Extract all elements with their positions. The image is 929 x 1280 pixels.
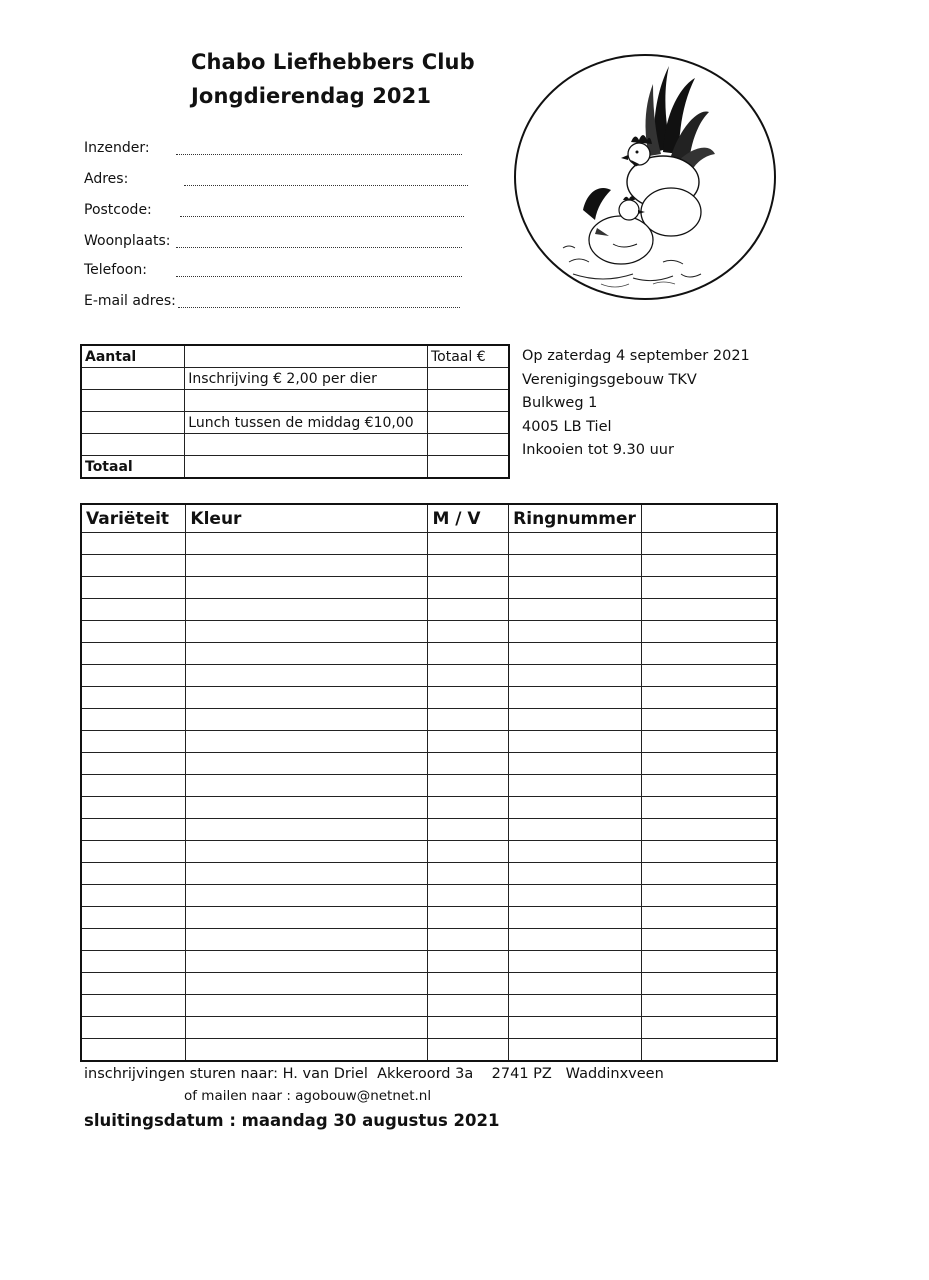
- col-ring: Ringnummer: [509, 504, 642, 533]
- fill-line[interactable]: [176, 246, 462, 248]
- table-cell[interactable]: [642, 643, 777, 665]
- row-lunch: Lunch tussen de middag €10,00: [185, 412, 428, 434]
- table-cell[interactable]: [81, 885, 186, 907]
- table-cell[interactable]: [509, 731, 642, 753]
- table-cell[interactable]: [81, 709, 186, 731]
- fill-line[interactable]: [184, 184, 468, 186]
- table-cell[interactable]: [428, 753, 509, 775]
- table-cell[interactable]: [509, 1017, 642, 1039]
- table-cell[interactable]: [509, 907, 642, 929]
- table-cell[interactable]: [509, 621, 642, 643]
- table-cell[interactable]: [428, 643, 509, 665]
- table-row: [81, 345, 509, 368]
- table-row: [81, 907, 777, 929]
- table-cell[interactable]: [642, 775, 777, 797]
- table-cell[interactable]: [642, 599, 777, 621]
- table-cell[interactable]: [81, 1039, 186, 1062]
- table-cell[interactable]: [642, 687, 777, 709]
- table-cell[interactable]: [509, 753, 642, 775]
- table-cell[interactable]: [186, 907, 428, 929]
- table-cell[interactable]: [509, 951, 642, 973]
- field-label: Adres:: [84, 171, 129, 187]
- table-cell[interactable]: [186, 995, 428, 1017]
- table-cell[interactable]: [186, 929, 428, 951]
- table-cell[interactable]: [185, 434, 428, 456]
- table-row: [81, 434, 509, 456]
- mail-instructions: of mailen naar : agobouw@netnet.nl: [184, 1088, 432, 1104]
- table-cell[interactable]: [509, 687, 642, 709]
- event-info: [522, 345, 750, 463]
- table-row: [81, 577, 777, 599]
- table-cell[interactable]: [81, 665, 186, 687]
- table-cell[interactable]: [81, 841, 186, 863]
- table-cell[interactable]: [642, 995, 777, 1017]
- table-cell[interactable]: [186, 665, 428, 687]
- table-row: [81, 412, 509, 434]
- table-cell[interactable]: [642, 577, 777, 599]
- table-cell[interactable]: [642, 907, 777, 929]
- table-row: [81, 599, 777, 621]
- table-cell[interactable]: [428, 951, 509, 973]
- table-cell[interactable]: [509, 709, 642, 731]
- table-cell[interactable]: [428, 995, 509, 1017]
- cost-table: [80, 344, 510, 479]
- table-row: [81, 885, 777, 907]
- table-cell[interactable]: [642, 533, 777, 555]
- fill-line[interactable]: [176, 275, 462, 277]
- table-cell[interactable]: [81, 929, 186, 951]
- table-cell[interactable]: [642, 819, 777, 841]
- table-row: [81, 775, 777, 797]
- table-cell[interactable]: [642, 929, 777, 951]
- table-cell[interactable]: [428, 709, 509, 731]
- table-cell[interactable]: [428, 434, 510, 456]
- table-cell[interactable]: [428, 863, 509, 885]
- table-cell[interactable]: [186, 753, 428, 775]
- table-cell[interactable]: [509, 929, 642, 951]
- table-cell[interactable]: [428, 973, 509, 995]
- table-cell[interactable]: [509, 863, 642, 885]
- table-row: [81, 456, 509, 479]
- table-cell[interactable]: [186, 775, 428, 797]
- event-checkin-time: Inkooien tot 9.30 uur: [522, 442, 674, 458]
- table-cell[interactable]: [428, 841, 509, 863]
- table-cell[interactable]: [186, 709, 428, 731]
- table-cell[interactable]: [81, 907, 186, 929]
- table-cell[interactable]: [81, 797, 186, 819]
- table-cell[interactable]: [81, 819, 186, 841]
- table-row: [81, 863, 777, 885]
- table-cell[interactable]: [509, 797, 642, 819]
- table-row: [81, 390, 509, 412]
- table-cell[interactable]: [186, 621, 428, 643]
- table-row: [81, 533, 777, 555]
- table-cell[interactable]: [81, 390, 185, 412]
- table-row: [81, 687, 777, 709]
- table-cell[interactable]: [509, 577, 642, 599]
- table-header-row: [81, 504, 777, 533]
- fill-line[interactable]: [180, 215, 464, 217]
- table-cell[interactable]: [642, 731, 777, 753]
- field-label: Inzender:: [84, 140, 150, 156]
- table-cell[interactable]: [186, 555, 428, 577]
- table-cell[interactable]: [186, 1017, 428, 1039]
- entries-body: [81, 533, 777, 1062]
- entries-table: [80, 503, 778, 1062]
- table-cell[interactable]: [186, 841, 428, 863]
- table-cell[interactable]: [642, 709, 777, 731]
- table-cell[interactable]: [81, 599, 186, 621]
- table-cell[interactable]: [428, 819, 509, 841]
- deadline: sluitingsdatum : maandag 30 augustus 2021: [84, 1111, 500, 1130]
- table-cell[interactable]: [81, 1017, 186, 1039]
- table-row: [81, 621, 777, 643]
- table-row: [81, 731, 777, 753]
- table-cell[interactable]: [186, 731, 428, 753]
- table-cell[interactable]: [186, 819, 428, 841]
- table-cell[interactable]: [81, 775, 186, 797]
- event-postcode-city: 4005 LB Tiel: [522, 418, 612, 435]
- chabo-chickens-illustration: [513, 52, 777, 302]
- table-cell[interactable]: [428, 687, 509, 709]
- table-cell[interactable]: [642, 753, 777, 775]
- table-cell[interactable]: [428, 621, 509, 643]
- table-cell[interactable]: [509, 775, 642, 797]
- header-totaal: Totaal €: [428, 345, 510, 368]
- table-cell[interactable]: [81, 753, 186, 775]
- table-cell[interactable]: [81, 973, 186, 995]
- table-cell[interactable]: [642, 665, 777, 687]
- table-cell[interactable]: [509, 885, 642, 907]
- col-variety: Variëteit: [81, 504, 186, 533]
- table-cell[interactable]: [186, 599, 428, 621]
- club-title: Chabo Liefhebbers Club: [191, 50, 475, 74]
- table-cell[interactable]: [186, 1039, 428, 1062]
- table-cell[interactable]: [428, 665, 509, 687]
- table-cell[interactable]: [186, 885, 428, 907]
- table-cell[interactable]: [428, 907, 509, 929]
- event-date: Op zaterdag 4 september 2021: [522, 348, 750, 364]
- table-row: [81, 819, 777, 841]
- table-cell[interactable]: [81, 731, 186, 753]
- table-cell[interactable]: [81, 995, 186, 1017]
- table-cell[interactable]: [81, 951, 186, 973]
- table-cell[interactable]: [81, 643, 186, 665]
- table-row: [81, 555, 777, 577]
- table-cell[interactable]: [428, 731, 509, 753]
- row-inschrijving: Inschrijving € 2,00 per dier: [185, 368, 428, 390]
- table-cell[interactable]: [81, 368, 185, 390]
- table-row: [81, 665, 777, 687]
- table-row: [81, 1039, 777, 1062]
- table-cell[interactable]: [81, 687, 186, 709]
- table-row: [81, 643, 777, 665]
- table-cell[interactable]: [509, 995, 642, 1017]
- table-row: [81, 929, 777, 951]
- table-cell[interactable]: [642, 797, 777, 819]
- col-sex: M / V: [428, 504, 509, 533]
- table-cell[interactable]: [185, 456, 428, 479]
- table-cell[interactable]: [642, 885, 777, 907]
- table-cell[interactable]: [509, 841, 642, 863]
- table-cell[interactable]: [642, 1039, 777, 1062]
- table-row: [81, 995, 777, 1017]
- event-title: Jongdierendag 2021: [191, 84, 432, 108]
- field-label: Telefoon:: [84, 262, 147, 278]
- table-cell[interactable]: [428, 929, 509, 951]
- table-cell[interactable]: [428, 412, 510, 434]
- table-cell[interactable]: [186, 643, 428, 665]
- table-cell[interactable]: [428, 775, 509, 797]
- table-cell[interactable]: [81, 863, 186, 885]
- table-cell[interactable]: [509, 1039, 642, 1062]
- footer-totaal: Totaal: [81, 456, 185, 479]
- table-cell[interactable]: [186, 973, 428, 995]
- table-cell[interactable]: [509, 665, 642, 687]
- table-cell[interactable]: [186, 687, 428, 709]
- table-row: [81, 368, 509, 390]
- table-row: [81, 1017, 777, 1039]
- table-cell[interactable]: [509, 533, 642, 555]
- col-extra: [642, 504, 777, 533]
- table-cell[interactable]: [509, 599, 642, 621]
- table-cell[interactable]: [81, 577, 186, 599]
- table-cell[interactable]: [642, 863, 777, 885]
- table-cell[interactable]: [428, 599, 509, 621]
- table-cell[interactable]: [428, 1017, 509, 1039]
- table-cell[interactable]: [428, 797, 509, 819]
- fill-line[interactable]: [176, 153, 462, 155]
- table-cell[interactable]: [186, 863, 428, 885]
- table-row: [81, 797, 777, 819]
- table-cell[interactable]: [428, 533, 509, 555]
- table-cell[interactable]: [428, 577, 509, 599]
- send-instructions: inschrijvingen sturen naar: H. van Driel Akkeroord 3a 2741 PZ Waddinxveen: [84, 1066, 664, 1082]
- table-cell[interactable]: [642, 621, 777, 643]
- table-row: [81, 753, 777, 775]
- field-label: Postcode:: [84, 202, 152, 218]
- table-cell[interactable]: [186, 533, 428, 555]
- event-street: Bulkweg 1: [522, 395, 598, 411]
- table-cell[interactable]: [81, 412, 185, 434]
- table-cell[interactable]: [186, 577, 428, 599]
- table-cell[interactable]: [186, 951, 428, 973]
- table-row: [81, 841, 777, 863]
- table-cell[interactable]: [185, 345, 428, 368]
- table-cell[interactable]: [509, 819, 642, 841]
- table-cell[interactable]: [428, 390, 510, 412]
- table-cell[interactable]: [428, 368, 510, 390]
- fill-line[interactable]: [178, 306, 460, 308]
- table-cell[interactable]: [642, 951, 777, 973]
- table-cell[interactable]: [186, 797, 428, 819]
- event-venue: Verenigingsgebouw TKV: [522, 371, 697, 388]
- table-cell[interactable]: [509, 555, 642, 577]
- table-row: [81, 973, 777, 995]
- table-cell[interactable]: [81, 555, 186, 577]
- field-label: Woonplaats:: [84, 233, 171, 249]
- table-cell[interactable]: [428, 1039, 509, 1062]
- table-cell[interactable]: [81, 434, 185, 456]
- table-cell[interactable]: [642, 841, 777, 863]
- table-cell[interactable]: [81, 621, 186, 643]
- table-cell[interactable]: [509, 973, 642, 995]
- header-aantal: Aantal: [81, 345, 185, 368]
- table-cell[interactable]: [185, 390, 428, 412]
- table-cell[interactable]: [509, 643, 642, 665]
- table-row: [81, 951, 777, 973]
- field-label: E-mail adres:: [84, 293, 176, 309]
- table-cell[interactable]: [428, 885, 509, 907]
- table-row: [81, 709, 777, 731]
- table-cell[interactable]: [428, 555, 509, 577]
- table-cell[interactable]: [81, 533, 186, 555]
- table-cell[interactable]: [428, 456, 510, 479]
- table-cell[interactable]: [642, 973, 777, 995]
- col-color: Kleur: [186, 504, 428, 533]
- table-cell[interactable]: [642, 1017, 777, 1039]
- table-cell[interactable]: [642, 555, 777, 577]
